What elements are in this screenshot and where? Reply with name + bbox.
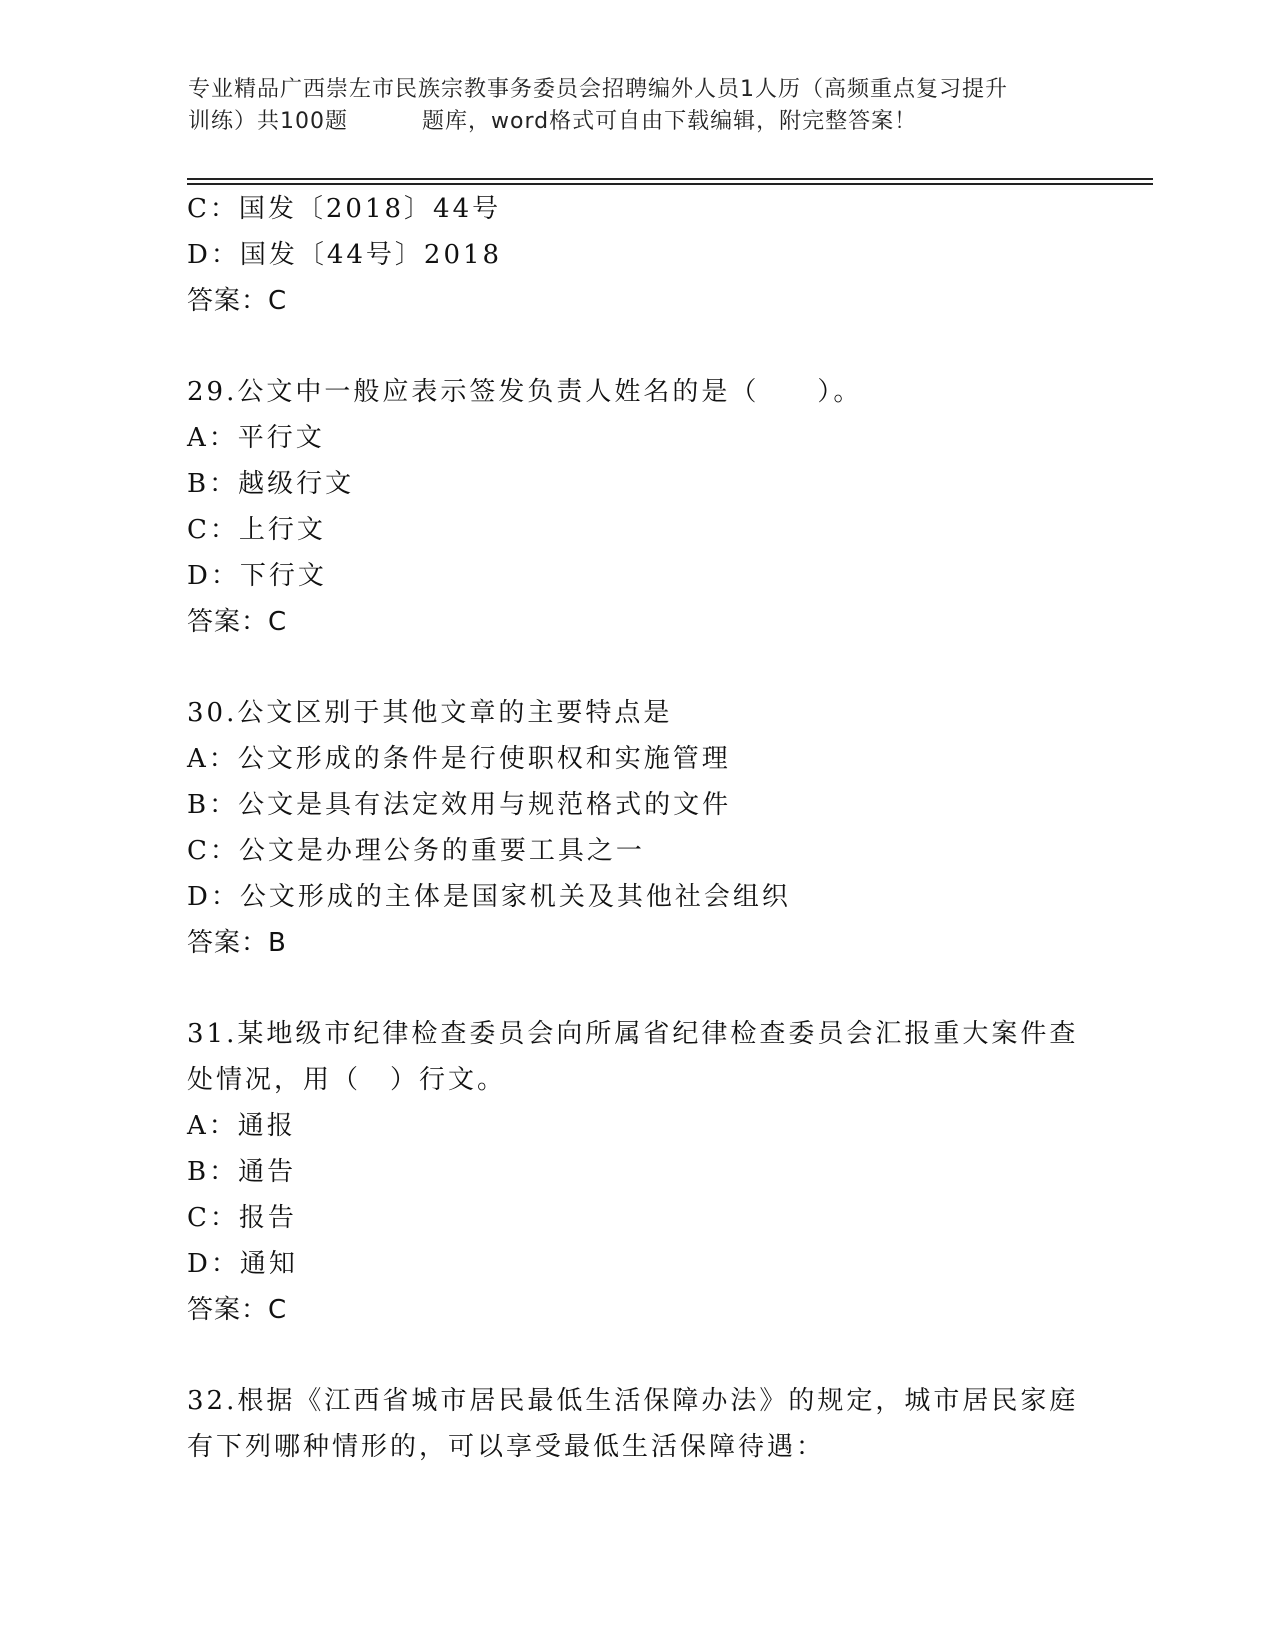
- question-32: [187, 1378, 1087, 1470]
- question-text: 30.公文区别于其他文章的主要特点是: [187, 698, 673, 728]
- option-c: C：上行文: [187, 515, 326, 545]
- question-30: [187, 690, 1087, 966]
- option-b: B：越级行文: [187, 469, 355, 499]
- answer: 答案：C: [187, 286, 288, 316]
- header-title-line-1: 专业精品广西崇左市民族宗教事务委员会招聘编外人员1人历（高频重点复习提升: [188, 77, 1008, 102]
- answer: 答案：C: [187, 607, 288, 637]
- header-title-line-2-start: 训练）共100题: [188, 109, 348, 134]
- question-list: [187, 186, 1087, 1470]
- answer: 答案：C: [187, 1295, 288, 1325]
- option-a: A：平行文: [187, 423, 325, 453]
- option-c: C：报告: [187, 1203, 297, 1233]
- question-31: [187, 1011, 1087, 1333]
- option-d: D：公文形成的主体是国家机关及其他社会组织: [187, 882, 791, 912]
- option-b: B：公文是具有法定效用与规范格式的文件: [187, 790, 732, 820]
- question-text: 29.公文中一般应表示签发负责人姓名的是（ ）。: [187, 377, 863, 407]
- option-c: C：国发〔2018〕44号: [187, 194, 502, 224]
- header-title-line-2: [188, 106, 1088, 138]
- header-title-line-2-end: 题库，word格式可自由下载编辑，附完整答案！: [422, 109, 918, 134]
- question-text-line-2: 有下列哪种情形的，可以享受最低生活保障待遇：: [187, 1432, 826, 1462]
- question-text-line-1: 31.某地级市纪律检查委员会向所属省纪律检查委员会汇报重大案件查: [187, 1019, 1079, 1049]
- question-29: [187, 369, 1087, 645]
- header-divider-bottom: [187, 183, 1153, 185]
- option-d: D：国发〔44号〕2018: [187, 240, 503, 270]
- question-text-line-2: 处情况，用（ ）行文。: [187, 1065, 507, 1095]
- document-header: [188, 74, 1088, 138]
- option-d: D：下行文: [187, 561, 327, 591]
- question-28-continuation: [187, 186, 1087, 324]
- option-a: A：通报: [187, 1111, 296, 1141]
- option-a: A：公文形成的条件是行使职权和实施管理: [187, 744, 731, 774]
- option-d: D：通知: [187, 1249, 298, 1279]
- option-c: C：公文是办理公务的重要工具之一: [187, 836, 645, 866]
- header-divider-top: [187, 178, 1153, 180]
- option-b: B：通告: [187, 1157, 297, 1187]
- answer: 答案：B: [187, 928, 287, 958]
- question-text-line-1: 32.根据《江西省城市居民最低生活保障办法》的规定，城市居民家庭: [187, 1386, 1079, 1416]
